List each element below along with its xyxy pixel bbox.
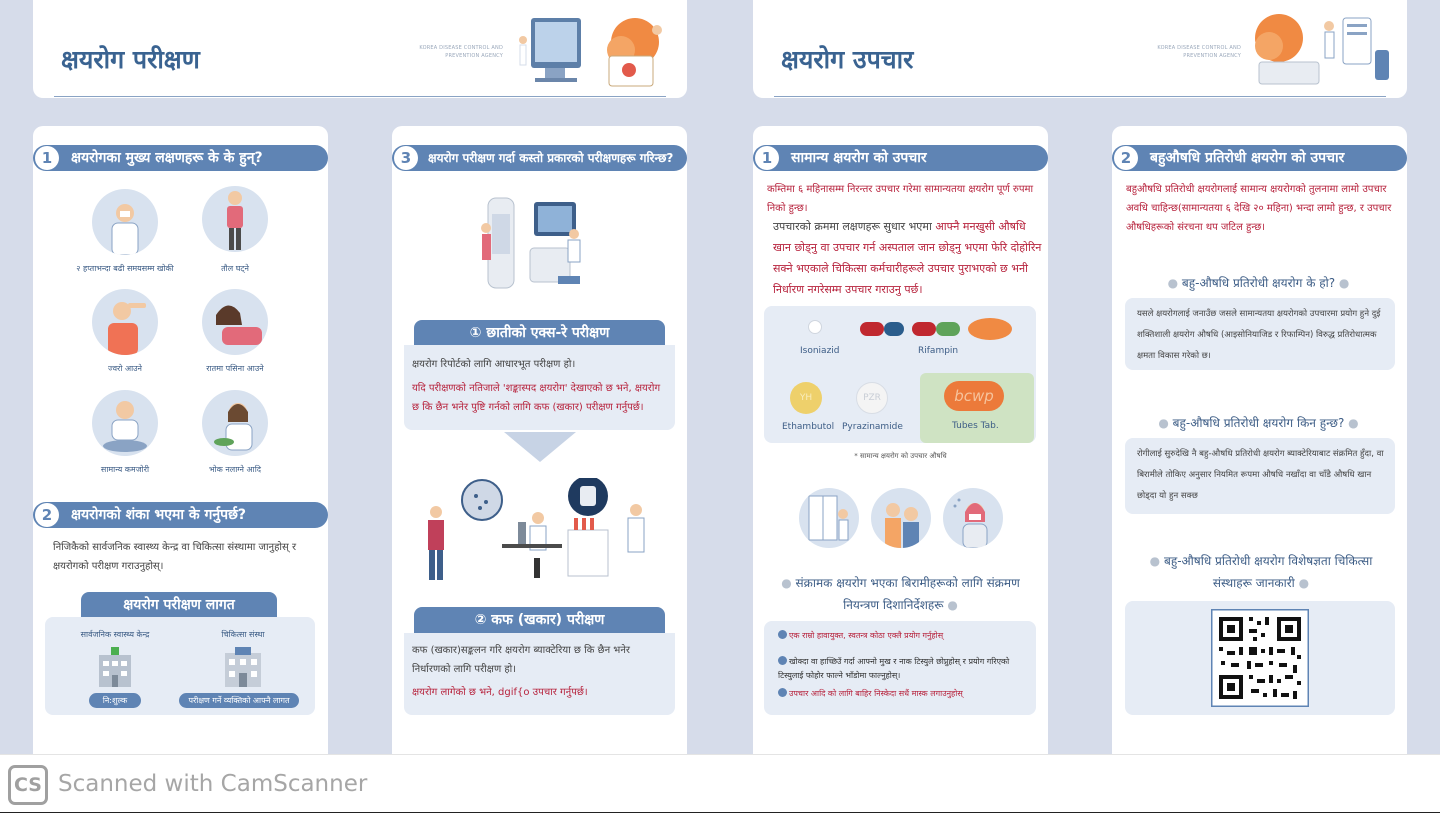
kdca-agency-logo: KOREA DISEASE CONTROL AND PREVENTION AGENCY bbox=[1157, 45, 1241, 59]
symptom-caption-cough: २ हप्ताभन्दा बढी समयसम्म खोकी bbox=[76, 264, 174, 273]
pyrazinamide-pill: PZR bbox=[856, 382, 888, 414]
ethambutol-pill: YH bbox=[790, 382, 822, 414]
ventilated-room-illustration bbox=[799, 488, 859, 548]
isoniazid-pill bbox=[808, 320, 822, 334]
guideline-3 bbox=[778, 687, 1032, 701]
scanner-footer bbox=[0, 754, 1440, 813]
section-1-heading bbox=[753, 145, 1048, 171]
infection-guidelines-title: संक्रामक क्षयरोग भएका बिरामीहरूको लागि संक्रमण नियन्त्रण दिशानिर्देशहरू bbox=[795, 576, 1020, 612]
section-1-heading bbox=[33, 145, 328, 171]
panel-mdr-treatment bbox=[1112, 126, 1407, 754]
test-cost-box bbox=[45, 617, 315, 715]
symptom-caption-fever: ज्वरो आउने bbox=[108, 364, 142, 373]
rifampin-capsules bbox=[860, 318, 1020, 340]
cover-cough-illustration bbox=[871, 488, 931, 548]
mdr-why-title: बहु-औषधि प्रतिरोधी क्षयरोग किन हुन्छ? bbox=[1172, 416, 1345, 430]
weight-loss-illustration bbox=[202, 186, 268, 252]
treatment-text-1: कम्तिमा ६ महिनासम्म निरन्तर उपचार गरेमा सामान्यतया क्षयरोग पूर्ण रुपमा निको हुन्छ। bbox=[767, 184, 1034, 214]
lungs-medicine-illustration bbox=[1247, 10, 1397, 90]
section-number: 3 bbox=[394, 146, 418, 170]
qr-box bbox=[1125, 601, 1395, 715]
appetite-loss-illustration bbox=[202, 390, 268, 456]
rifampin-label: Rifampin bbox=[918, 346, 959, 356]
mdr-what-text: यसले क्षयरोगलाई जनाउँछ जसले सामान्यतया क्षयरोगको उपचारमा प्रयोग हुने दुई शक्तिशाली क्षयरोग औषधि (आइसोनियाजिड र रिफाम्पिन) विरुद्ध प्रतिरोधात्मक क्षमता विकास गरेको छ। bbox=[1137, 309, 1381, 361]
section-2-heading bbox=[1112, 145, 1407, 171]
left-header-title: क्षयरोग परीक्षण bbox=[61, 45, 200, 74]
left-header-rule bbox=[54, 96, 666, 97]
mdr-info-heading: ● बहु-औषधि प्रतिरोधी क्षयरोग विशेषज्ञता चिकित्सा संस्थाहरू जानकारी ● bbox=[1149, 554, 1373, 590]
section-2-heading bbox=[33, 502, 328, 528]
night-sweats-illustration bbox=[202, 289, 268, 355]
panel-general-treatment bbox=[753, 126, 1048, 754]
section-title: क्षयरोग परीक्षण गर्दा कस्तो प्रकारको परीक्षणहरू गरिन्छ? bbox=[428, 151, 674, 165]
guideline-1 bbox=[778, 629, 1032, 643]
xray-info-box bbox=[404, 345, 675, 430]
treatment-text-2 bbox=[773, 216, 1045, 300]
clinic-label: चिकित्सा संस्था bbox=[221, 630, 265, 639]
mdr-intro-text: बहुऔषधि प्रतिरोधी क्षयरोगलाई सामान्य क्षयरोगको तुलनामा लामो उपचार अवधि चाहिन्छ(सामान्यतया ६ देखि २० महिना) भन्दा लामो हुन्छ, र उपचार औषधिहरूको संरचना थप जटिल हुन्छ। bbox=[1126, 184, 1392, 233]
xray-machine-illustration bbox=[478, 188, 598, 298]
qr-code-icon[interactable] bbox=[1211, 609, 1309, 707]
right-header-rule bbox=[774, 96, 1386, 97]
sputum-text-2: क्षयरोग लागेको छ भने, dgif{o उपचार गर्नुपर्छ। bbox=[412, 687, 588, 698]
panel-symptoms bbox=[33, 126, 328, 754]
kdca-agency-logo: KOREA DISEASE CONTROL AND PREVENTION AGENCY bbox=[419, 45, 503, 59]
section-title: बहुऔषधि प्रतिरोधी क्षयरोग को उपचार bbox=[1150, 150, 1345, 166]
wear-mask-illustration bbox=[943, 488, 1003, 548]
tubes-tab-box bbox=[920, 373, 1034, 443]
fever-illustration bbox=[92, 289, 158, 355]
suspicion-advice-text: निजिकैको सार्वजनिक स्वास्थ्य केन्द्र वा चिकित्सा संस्थामा जानुहोस् र क्षयरोगको परीक्षण गराउनुहोस्। bbox=[53, 542, 297, 572]
section-title: क्षयरोगको शंका भएमा के गर्नुपर्छ? bbox=[71, 507, 247, 523]
xray-text-2: यदि परीक्षणको नतिजाले 'शङ्कास्पद क्षयरोग' देखाएको छ भने, क्षयरोग छ कि छैन भनेर पुष्टि गर्नको लागि कफ (खकार) परीक्षण गर्नुपर्छ। bbox=[412, 383, 661, 413]
guideline-3-text: उपचार आदि को लागि बाहिर निस्केदा सधैं मास्क लगाउनुहोस् bbox=[789, 689, 963, 698]
symptom-caption-weight: तौल घट्ने bbox=[221, 264, 249, 273]
section-number: 1 bbox=[755, 146, 779, 170]
mdr-why-heading: ● बहु-औषधि प्रतिरोधी क्षयरोग किन हुन्छ? ● bbox=[1158, 416, 1359, 430]
tb-treatment-sheet bbox=[720, 0, 1440, 754]
mdr-what-title: बहु-औषधि प्रतिरोधी क्षयरोग के हो? bbox=[1181, 276, 1336, 290]
panel-test-types bbox=[392, 126, 687, 754]
section-3-heading bbox=[392, 145, 687, 171]
tubes-tab-label: Tubes Tab. bbox=[952, 421, 999, 431]
bcwp-pill: bcwp bbox=[944, 381, 1004, 411]
right-header-title: क्षयरोग उपचार bbox=[781, 45, 914, 74]
mdr-why-text: रोगीलाई सुरुदेखि नै बहु-औषधि प्रतिरोधी क्षयरोग ब्याक्टेरियाबाट संक्रमित हुँदा, वा बिरामीले तोकिए अनुसार नियमित रूपमा औषधि नखाँदा वा चाँडै औषधि खान छोड्दा यो हुन सक्छ bbox=[1137, 449, 1384, 501]
drug-note: * सामान्य क्षयरोग को उपचार औषधि bbox=[854, 452, 947, 460]
xray-heading: ① छातीको एक्स-रे परीक्षण bbox=[414, 320, 665, 346]
public-health-center-icon bbox=[97, 647, 133, 687]
sputum-info-box bbox=[404, 633, 675, 715]
sputum-text-1: कफ (खकार)सङ्कलन गरि क्षयरोग ब्याक्टेरिया छ कि छैन भनेर निर्धारणको लागि परीक्षण हो। bbox=[412, 645, 630, 675]
guideline-2-text: खोक्दा वा हाच्छिउँ गर्दा आफ्नो मुख र नाक टिस्युले छोप्नुहोस् र प्रयोग गरिएको टिस्युलाई फोहोर फाल्ने भाँडोमा फाल्नुहोस्। bbox=[778, 657, 1010, 680]
isoniazid-label: Isoniazid bbox=[800, 346, 840, 356]
section-title: सामान्य क्षयरोग को उपचार bbox=[791, 150, 927, 166]
clinic-cost-badge: परीक्षण गर्ने व्यक्तिको आफ्नै लागत bbox=[179, 693, 299, 708]
guideline-2 bbox=[778, 655, 1032, 683]
clinic-icon bbox=[223, 647, 263, 687]
section-number: 2 bbox=[35, 503, 59, 527]
tb-test-sheet bbox=[0, 0, 720, 754]
infection-guidelines-heading: ● संक्रामक क्षयरोग भएका बिरामीहरूको लागि संक्रमण नियन्त्रण दिशानिर्देशहरू ● bbox=[781, 576, 1020, 612]
right-header bbox=[753, 0, 1407, 98]
section-number: 2 bbox=[1114, 146, 1138, 170]
mdr-why-box bbox=[1125, 438, 1395, 514]
drug-box bbox=[764, 306, 1036, 443]
symptom-caption-night-sweats: रातमा पसिना आउने bbox=[206, 364, 264, 373]
bullet-1-icon bbox=[778, 630, 787, 639]
sputum-heading: ② कफ (खकार) परीक्षण bbox=[414, 607, 665, 633]
camscanner-watermark-text: Scanned with CamScanner bbox=[58, 771, 368, 797]
pyrazinamide-label: Pyrazinamide bbox=[842, 422, 903, 432]
weakness-illustration bbox=[92, 390, 158, 456]
treatment-text-2-warning: आफ्नै मनखुसी औषधि खान छोड्नु वा उपचार गर्न अस्पताल जान छोड्नु भएमा फेरि दोहोरिन सक्ने भएकाले चिकित्सा कर्मचारीहरूले उपचार पुराभएको छ भनी निर्धारण नगरेसम्म उपचार गराउनु पर्छ। bbox=[773, 220, 1042, 296]
section-number: 1 bbox=[35, 146, 59, 170]
guidelines-box bbox=[764, 621, 1036, 715]
section-title: क्षयरोगका मुख्य लक्षणहरू के के हुन्? bbox=[71, 150, 263, 166]
ethambutol-label: Ethambutol bbox=[782, 422, 835, 432]
mdr-what-box bbox=[1125, 298, 1395, 370]
symptom-caption-weakness: सामान्य कमजोरी bbox=[100, 465, 150, 474]
mdr-info-title: बहु-औषधि प्रतिरोधी क्षयरोग विशेषज्ञता चिकित्सा संस्थाहरू जानकारी bbox=[1163, 554, 1373, 590]
mdr-what-heading: ● बहु-औषधि प्रतिरोधी क्षयरोग के हो? ● bbox=[1167, 276, 1350, 290]
computer-diagnosis-illustration bbox=[517, 10, 667, 90]
public-health-center-label: सार्वजनिक स्वास्थ्य केन्द्र bbox=[80, 630, 150, 639]
test-cost-heading: क्षयरोग परीक्षण लागत bbox=[81, 592, 277, 618]
treatment-text-2-lead: उपचारको क्रममा लक्षणहरू सुधार भएमा bbox=[773, 220, 936, 233]
lab-test-illustration bbox=[418, 478, 662, 588]
cough-illustration bbox=[92, 189, 158, 255]
left-header bbox=[33, 0, 687, 98]
xray-text-1: क्षयरोग रिपोर्टको लागि आधारभूत परीक्षण हो। bbox=[412, 359, 576, 370]
public-health-center-cost-badge: नि:शुल्क bbox=[89, 693, 141, 708]
bullet-2-icon bbox=[778, 656, 787, 665]
symptom-caption-appetite: भोक नलाग्ने आदि bbox=[208, 465, 262, 474]
down-arrow-icon bbox=[504, 432, 576, 462]
bullet-3-icon bbox=[778, 688, 787, 697]
guideline-1-text: एक राम्रो हावायुक्त, स्वतन्त्र कोठा एक्लै प्रयोग गर्नुहोस् bbox=[789, 631, 944, 640]
camscanner-logo: CS bbox=[8, 765, 48, 805]
